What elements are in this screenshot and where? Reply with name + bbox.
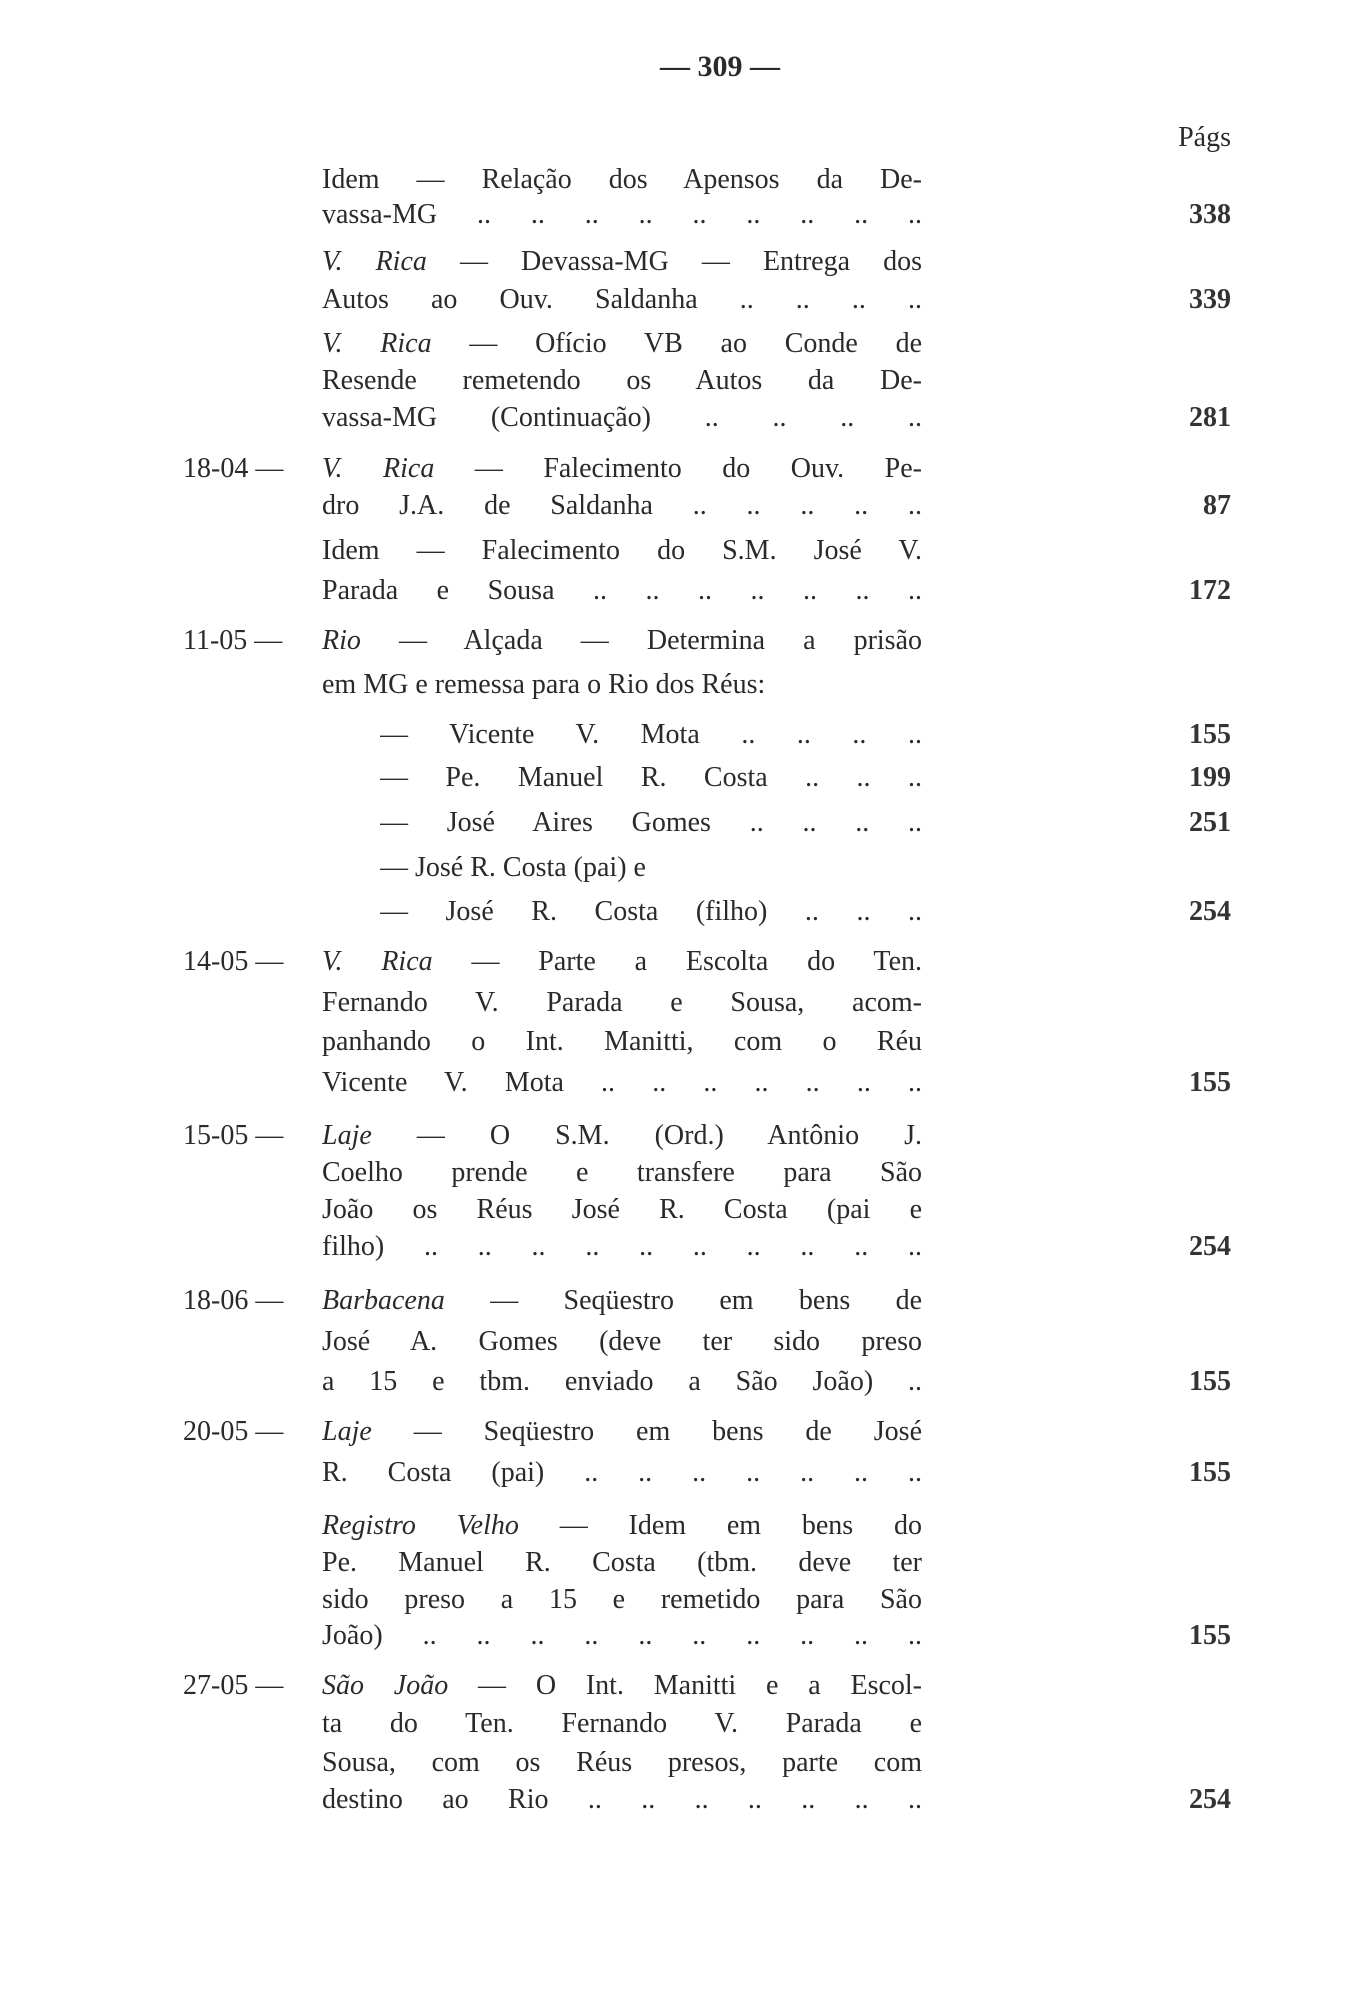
entry-line [322, 1456, 922, 1490]
entry-text: — Parte a Escolta do Ten. [432, 946, 922, 977]
page-reference: 199 [1189, 762, 1231, 793]
place-name: São João [322, 1670, 449, 1701]
page-reference: 155 [1189, 1457, 1231, 1488]
place-name: Rica [375, 246, 427, 277]
entry-line [380, 761, 922, 795]
entry-text: — Ofício VB ao Conde de [431, 328, 922, 359]
page-reference: 155 [1189, 1067, 1231, 1098]
entry-text: José A. Gomes (deve ter sido preso [322, 1326, 922, 1357]
place-name: V. [322, 453, 384, 484]
entry-text: — Seqüestro em bens de [444, 1285, 922, 1316]
page-reference: 251 [1189, 807, 1231, 838]
entry-text: Vicente V. Mota .. .. .. .. .. .. .. [322, 1067, 922, 1098]
entry-text: Idem — Falecimento do S.M. José V. [322, 535, 922, 566]
place-name: V. [322, 946, 382, 977]
entry-line [322, 198, 922, 232]
page-reference: 254 [1189, 896, 1231, 927]
place-name: V. [322, 328, 381, 359]
entry-text: — Seqüestro em bens de José [371, 1416, 922, 1447]
entry-line [322, 489, 922, 523]
page-reference: 281 [1189, 402, 1231, 433]
entry-text: — Falecimento do Ouv. Pe- [434, 453, 922, 484]
entry-line [322, 1230, 922, 1264]
entry-line [322, 534, 922, 568]
entry-text: — Pe. Manuel R. Costa .. .. .. [380, 762, 922, 793]
entry-line [322, 1156, 922, 1190]
pages-column-header: Págs [1178, 122, 1231, 153]
entry-line [322, 1119, 922, 1153]
page-number: — 309 — [660, 50, 780, 83]
entry-text: em MG e remessa para o Rio dos Réus: [322, 669, 766, 700]
entry-text: a 15 e tbm. enviado a São João) .. [322, 1366, 922, 1397]
entry-line [322, 245, 922, 279]
entry-text: ta do Ten. Fernando V. Parada e [322, 1708, 922, 1739]
entry-text: dro J.A. de Saldanha .. .. .. .. .. [322, 490, 922, 521]
entry-line [322, 986, 922, 1020]
entry-text: — José R. Costa (pai) e [380, 852, 646, 883]
entry-line [380, 718, 922, 752]
entry-date: 18-06 — [183, 1285, 284, 1316]
entry-line [322, 1193, 922, 1227]
entry-line [322, 1783, 922, 1817]
entry-line [322, 327, 922, 361]
entry-text: Fernando V. Parada e Sousa, acom- [322, 987, 922, 1018]
entry-line [322, 1509, 922, 1543]
page-reference: 339 [1189, 284, 1231, 315]
entry-text: Autos ao Ouv. Saldanha .. .. .. .. [322, 284, 922, 315]
place-name: Barbacena [322, 1285, 445, 1316]
entry-text: Parada e Sousa .. .. .. .. .. .. .. [322, 575, 922, 606]
entry-line [322, 401, 922, 435]
page-reference: 155 [1189, 1620, 1231, 1651]
entry-date: 27-05 — [183, 1670, 284, 1701]
entry-text: — Devassa-MG — Entrega dos [426, 246, 922, 277]
entry-date: 20-05 — [183, 1416, 284, 1447]
page-reference: 254 [1189, 1231, 1231, 1262]
entry-line [322, 452, 922, 486]
entry-text: panhando o Int. Manitti, com o Réu [322, 1026, 922, 1057]
entry-text: sido preso a 15 e remetido para São [322, 1584, 922, 1615]
entry-text: — Vicente V. Mota .. .. .. .. [380, 719, 922, 750]
place-name: Rio [322, 625, 361, 656]
entry-text: Sousa, com os Réus presos, parte com [322, 1747, 922, 1778]
entry-line [380, 851, 922, 885]
entry-text: R. Costa (pai) .. .. .. .. .. .. .. [322, 1457, 922, 1488]
entry-text: Idem — Relação dos Apensos da De- [322, 164, 922, 195]
entry-line [322, 364, 922, 398]
entry-line [322, 668, 922, 702]
entry-text: — O Int. Manitti e a Escol- [448, 1670, 922, 1701]
entry-line [322, 1325, 922, 1359]
entry-text: destino ao Rio .. .. .. .. .. .. .. [322, 1784, 922, 1815]
entry-line [322, 1284, 922, 1318]
entry-line [322, 1546, 922, 1580]
entry-text: João os Réus José R. Costa (pai e [322, 1194, 922, 1225]
entry-line [322, 1025, 922, 1059]
entry-line [322, 163, 922, 197]
entry-line [322, 1415, 922, 1449]
page-reference: 254 [1189, 1784, 1231, 1815]
entry-line [322, 1746, 922, 1780]
entry-text: vassa-MG .. .. .. .. .. .. .. .. .. [322, 199, 922, 230]
entry-line [322, 1707, 922, 1741]
entry-text: — Idem em bens do [518, 1510, 922, 1541]
place-name: Laje [322, 1416, 372, 1447]
place-name: Rica [380, 328, 432, 359]
page-reference: 87 [1203, 490, 1231, 521]
entry-text: Coelho prende e transfere para São [322, 1157, 922, 1188]
page-reference: 172 [1189, 575, 1231, 606]
entry-date: 15-05 — [183, 1120, 284, 1151]
entry-line [322, 1365, 922, 1399]
entry-line [322, 624, 922, 658]
page-reference: 155 [1189, 719, 1231, 750]
entry-date: 14-05 — [183, 946, 284, 977]
entry-line [380, 895, 922, 929]
place-name: Rica [383, 453, 435, 484]
entry-line [322, 574, 922, 608]
entry-date: 18-04 — [183, 453, 284, 484]
entry-line [322, 283, 922, 317]
place-name: Rica [381, 946, 433, 977]
entry-text: vassa-MG (Continuação) .. .. .. .. [322, 402, 922, 433]
entry-date: 11-05 — [183, 625, 283, 656]
entry-line [322, 945, 922, 979]
entry-text: Resende remetendo os Autos da De- [322, 365, 922, 396]
entry-text: — Alçada — Determina a prisão [360, 625, 922, 656]
entry-line [380, 806, 922, 840]
place-name: Laje [322, 1120, 372, 1151]
entry-line [322, 1066, 922, 1100]
page-reference: 155 [1189, 1366, 1231, 1397]
entry-text: — José R. Costa (filho) .. .. .. [380, 896, 922, 927]
entry-line [322, 1669, 922, 1703]
entry-line [322, 1583, 922, 1617]
entry-line [322, 1619, 922, 1653]
place-name: V. [322, 246, 376, 277]
entry-text: — O S.M. (Ord.) Antônio J. [371, 1120, 922, 1151]
place-name: Registro Velho [322, 1510, 519, 1541]
page-reference: 338 [1189, 199, 1231, 230]
entry-text: Pe. Manuel R. Costa (tbm. deve ter [322, 1547, 922, 1578]
entry-text: João) .. .. .. .. .. .. .. .. .. .. [322, 1620, 922, 1651]
entry-text: filho) .. .. .. .. .. .. .. .. .. .. [322, 1231, 922, 1262]
entry-text: — José Aires Gomes .. .. .. .. [380, 807, 922, 838]
